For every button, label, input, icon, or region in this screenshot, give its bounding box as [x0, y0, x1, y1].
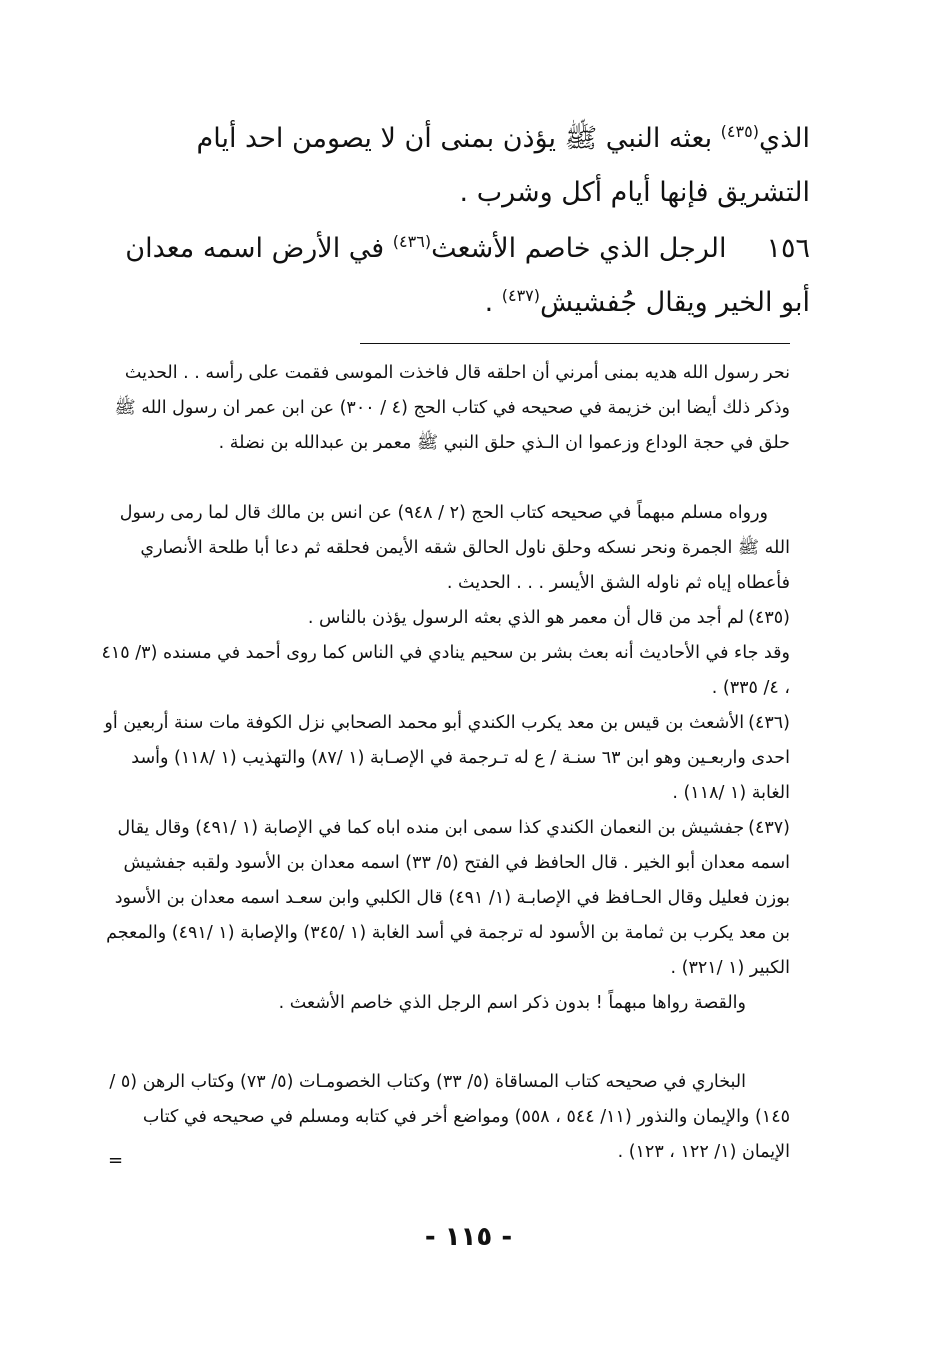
- footnote-ref-435[interactable]: (٤٣٥): [720, 122, 759, 141]
- main-p1-start: الذي: [758, 123, 810, 154]
- continuation-mark: =: [108, 1150, 124, 1171]
- lower-footnote: [100, 1065, 790, 1170]
- footnote-436: [100, 706, 790, 811]
- footnote-437-text: جفشيش بن النعمان الكندي كذا سمى ابن منده اباه كما في الإصابة (١ /٤٩١) وقال يقال اسمه معدان أبو الخير . قال الحافظ في الفتح (٥/ ٣٣) اسمه معدان بن الأسود ولقبه جفشيش بوزن فعليل وقال الحـافظ في الإصابـة (١/ ٤٩١) قال الكلبي وابن سعـد اسمه معدان بن الأسود بن معد يكرب بن ثمامة بن الأسود له ترجمة في أسد الغابة (١ /٣٤٥) والإصابة (١ /٤٩١) والمعجم الكبير (١ /٣٢١) .: [106, 818, 790, 978]
- footnote-ref-437[interactable]: (٤٣٧): [501, 286, 541, 305]
- footnote-435-label: (٤٣٥): [748, 608, 790, 628]
- footnote-437-sub: [100, 986, 790, 1021]
- main-paragraph-2: [100, 222, 810, 330]
- footnote-436-text: الأشعث بن قيس بن معد يكرب الكندي أبو محمد الصحابي نزل الكوفة مات سنة أربعين أو احدى واربعـين وهو ابن ٦٣ سنـة / ع له تـرجمة في الإصـابة (١ /٨٧) والتهذيب (١ /١١٨) وأسد الغابة (١ /١١٨) .: [104, 713, 790, 803]
- footnote-435-sub-text: وقد جاء في الأحاديث أنه بعث بشر بن سحيم ينادي في الناس كما روى أحمد في مسنده (٣/ ٤١٥ ، ٤/ ٣٣٥) .: [101, 643, 790, 698]
- footnote-437: [100, 811, 790, 986]
- footnote-435-text: لم أجد من قال أن معمر هو الذي بعثه الرسول يؤذن بالناس .: [307, 608, 745, 628]
- main-p1-rest: بعثه النبي ﷺ يؤذن بمنى أن لا يصومن احد أيام التشريق فإنها أيام أكل وشرب .: [196, 123, 810, 208]
- footnote-continuation-1-text: نحر رسول الله هديه بمنى أمرني أن احلقه قال فاخذت الموسى فقمت على رأسه . . الحديث وذكر ذلك أيضا ابن خزيمة في صحيحه في كتاب الحج (٤ / ٣٠٠) عن ابن عمر ان رسول الله ﷺ حلق في حجة الوداع وزعموا ان الـذي حلق النبي ﷺ معمر بن عبدالله بن نضلة .: [114, 363, 790, 453]
- footnote-continuation-2: [100, 496, 790, 601]
- footnote-continuation-1: [100, 356, 790, 461]
- lower-footnote-text: البخاري في صحيحه كتاب المساقاة (٥/ ٣٣) وكتاب الخصومـات (٥/ ٧٣) وكتاب الرهن (٥ / ١٤٥) والإيمان والنذور (١١/ ٥٤٤ ، ٥٥٨) ومواضع أخر في كتابه ومسلم في صحيحه في كتاب الإيمان (١/ ١٢٢ ، ١٢٣) .: [109, 1072, 790, 1162]
- footnote-435-sub: [100, 636, 812, 706]
- footnote-437-label: (٤٣٧): [748, 818, 790, 838]
- main-p2-start: الرجل الذي خاصم الأشعث: [431, 233, 727, 264]
- footnote-437-sub-text: والقصة رواها مبهماً ! بدون ذكر اسم الرجل الذي خاصم الأشعث .: [278, 993, 746, 1013]
- main-p2-middle: في الأرض اسمه معدان أبو الخير ويقال جُفشيش: [125, 233, 810, 318]
- main-p2-end: .: [484, 287, 502, 318]
- entry-number: ١٥٦: [766, 233, 810, 264]
- footnote-435: [100, 601, 790, 636]
- footnote-ref-436[interactable]: (٤٣٦): [392, 232, 432, 251]
- footnote-436-label: (٤٣٦): [748, 713, 790, 733]
- page-number: - ١١٥ -: [424, 1222, 513, 1252]
- footnote-continuation-2-text: ورواه مسلم مبهماً في صحيحه كتاب الحج (٢ / ٩٤٨) عن انس بن مالك قال لما رمى رسول الله ﷺ الجمرة ونحر نسكه وحلق ناول الحالق شقه الأيمن فحلقه ثم دعا أبا طلحة الأنصاري فأعطاه إياه ثم ناوله الشق الأيسر . . . الحديث .: [119, 503, 790, 593]
- main-paragraph-1: [100, 112, 810, 220]
- footnote-divider: [360, 343, 790, 344]
